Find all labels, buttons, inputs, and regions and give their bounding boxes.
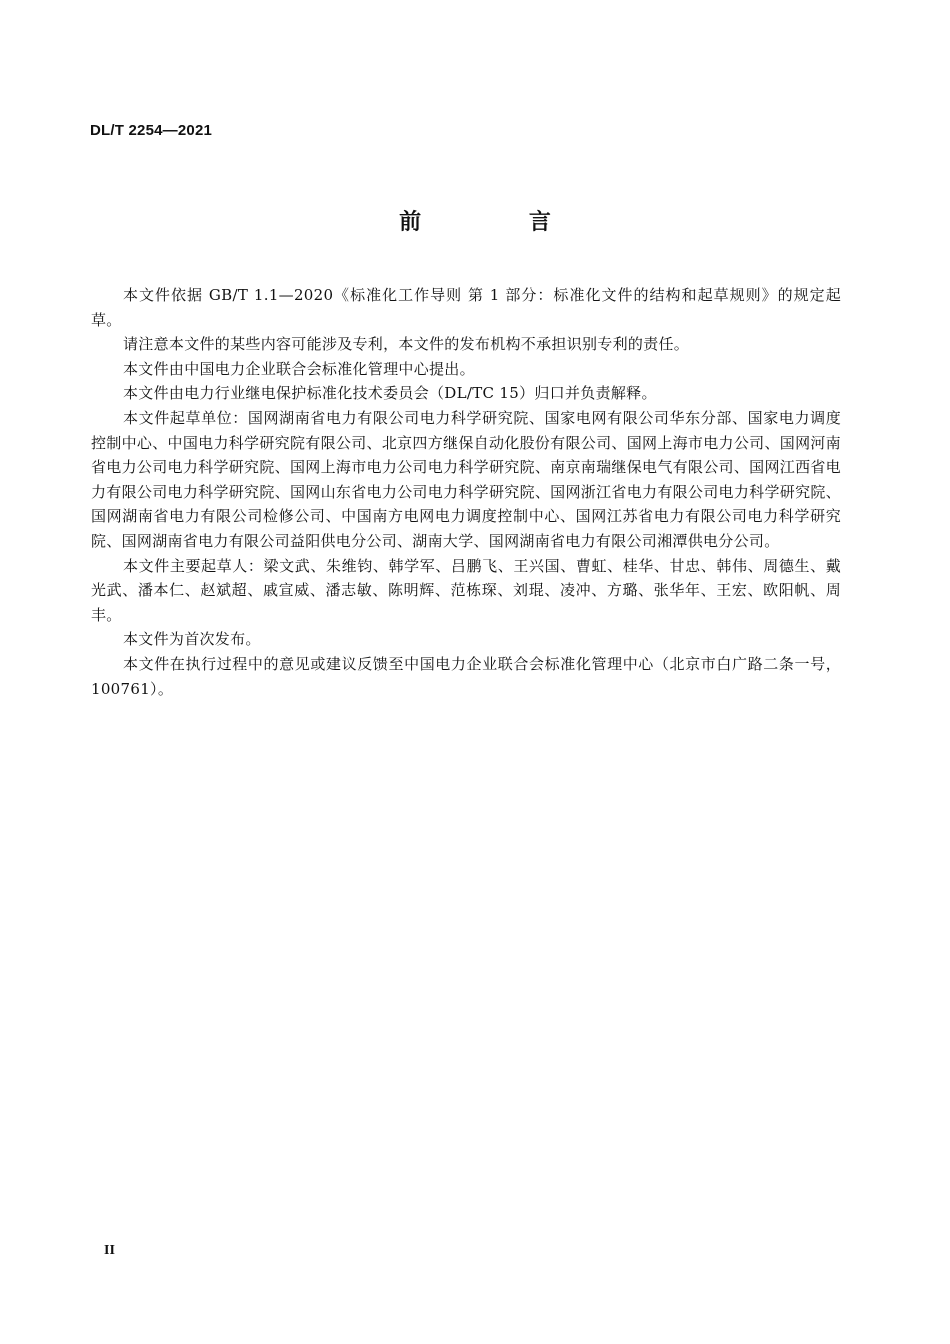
paragraph-drafting-basis: 本文件依据 GB/T 1.1—2020《标准化工作导则 第 1 部分：标准化文件的结构和起草规则》的规定起草。 [91,286,841,329]
paragraph-administration: 本文件由电力行业继电保护标准化技术委员会（DL/TC 15）归口并负责解释。 [123,384,657,403]
page-number: II [104,1243,115,1258]
paragraph-feedback: 本文件在执行过程中的意见或建议反馈至中国电力企业联合会标准化管理中心（北京市白广路二条一号，100761）。 [91,654,841,698]
document-code: DL/T 2254—2021 [90,122,213,139]
paragraph-drafters: 本文件主要起草人：梁文武、朱维钧、韩学军、吕鹏飞、王兴国、曹虹、桂华、甘忠、韩伟、周德生、戴光武、潘本仁、赵斌超、戚宣威、潘志敏、陈明辉、范栋琛、刘琨、凌冲、方璐、张华年、王宏、欧阳帆、周丰。 [91,556,841,624]
paragraph-proposer: 本文件由中国电力企业联合会标准化管理中心提出。 [123,359,475,378]
paragraph-first-release: 本文件为首次发布。 [123,630,261,649]
foreword-body [91,283,841,701]
paragraph-drafting-units: 本文件起草单位：国网湖南省电力有限公司电力科学研究院、国家电网有限公司华东分部、国家电力调度控制中心、中国电力科学研究院有限公司、北京四方继保自动化股份有限公司、国网上海市电力公司、国网河南省电力公司电力科学研究院、国网上海市电力公司电力科学研究院、南京南瑞继保电气有限公司、国网江西省电力有限公司电力科学研究院、国网山东省电力公司电力科学研究院、国网浙江省电力有限公司电力科学研究院、国网湖南省电力有限公司检修公司、中国南方电网电力调度控制中心、国网江苏省电力有限公司电力科学研究院、国网湖南省电力有限公司益阳供电分公司、湖南大学、国网湖南省电力有限公司湘潭供电分公司。 [91,408,841,550]
page-title: 前 言 [399,210,601,235]
paragraph-patent-notice: 请注意本文件的某些内容可能涉及专利，本文件的发布机构不承担识别专利的责任。 [123,335,690,354]
